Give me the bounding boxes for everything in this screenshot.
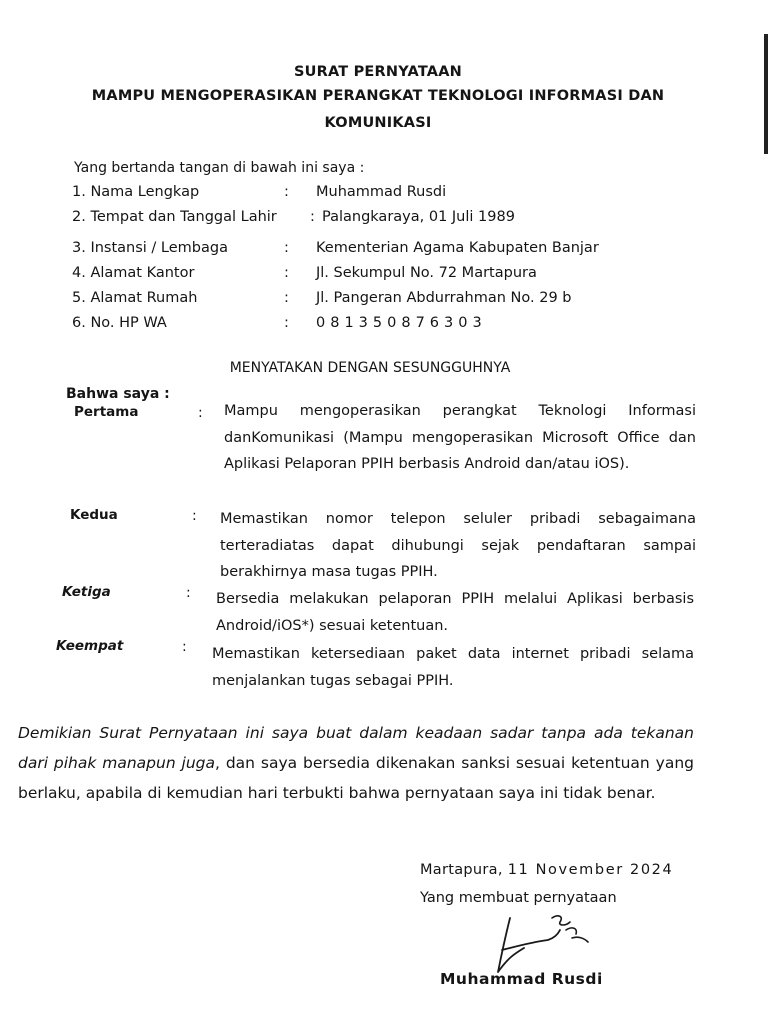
identity-label: 3. Instansi / Lembaga	[72, 240, 228, 256]
bahwa-label: Bahwa saya :	[66, 386, 170, 402]
identity-label: 2. Tempat dan Tanggal Lahir	[72, 209, 277, 225]
clause-label-first: Pertama	[74, 404, 139, 420]
identity-value: Palangkaraya, 01 Juli 1989	[322, 209, 515, 225]
identity-row-name	[72, 184, 712, 209]
closing-text: , dan saya bersedia dikenakan sanksi sesuai ketentuan yang berlaku, apabila di kemudian hari terbukti bahwa pernyataan saya ini tidak benar.	[18, 754, 694, 802]
identity-colon: :	[284, 265, 289, 281]
identity-colon: :	[284, 290, 289, 306]
scan-edge-mark	[764, 34, 768, 154]
identity-value: Kementerian Agama Kabupaten Banjar	[316, 240, 599, 256]
identity-value: Muhammad Rusdi	[316, 184, 447, 200]
clause-label-second: Kedua	[70, 507, 118, 523]
identity-colon: :	[310, 209, 315, 225]
closing-paragraph	[18, 718, 694, 808]
clause-colon: :	[198, 405, 203, 421]
identity-row-institution	[72, 240, 712, 265]
clause-label-fourth: Keempat	[56, 638, 124, 654]
signature-maker-label: Yang membuat pernyataan	[420, 890, 617, 906]
clause-colon: :	[182, 639, 187, 655]
clause-text-third: Bersedia melakukan pelaporan PPIH melalui Aplikasi berbasis Android/iOS*) sesuai ketentuan.	[216, 591, 694, 634]
identity-value: Jl. Sekumpul No. 72 Martapura	[316, 265, 537, 281]
identity-row-home-address	[72, 290, 712, 315]
identity-value: Jl. Pangeran Abdurrahman No. 29 b	[316, 290, 572, 306]
letter-title: SURAT PERNYATAAN	[293, 64, 462, 80]
identity-colon: :	[284, 184, 289, 200]
identity-row-phone	[72, 315, 712, 340]
clause-text-fourth: Memastikan ketersediaan paket data internet pribadi selama menjalankan tugas sebagai PPIH.	[212, 646, 694, 689]
clause-colon: :	[192, 508, 197, 524]
clause-text-second: Memastikan nomor telepon seluler pribadi sebagaimana terteradiatas dapat dihubungi sejak pendaftaran sampai berakhirnya masa tugas PPIH.	[220, 511, 696, 580]
clause-text-first: Mampu mengoperasikan perangkat Teknologi Informasi danKomunikasi (Mampu mengoperasikan Microsoft Office dan Aplikasi Pelaporan PPIH berbasis Android dan/atau iOS).	[224, 403, 696, 472]
identity-row-office-address	[72, 265, 712, 290]
signature-date: 11 November 2024	[507, 862, 674, 878]
signature-block	[420, 862, 720, 906]
identity-row-birth	[72, 209, 712, 234]
identity-label: 6. No. HP WA	[72, 315, 167, 331]
clause-colon: :	[186, 585, 191, 601]
identity-label: 1. Nama Lengkap	[72, 184, 200, 200]
identity-value: 081350876303	[316, 315, 487, 331]
intro-text: Yang bertanda tangan di bawah ini saya :	[74, 160, 365, 176]
signature-place: Martapura,	[420, 862, 503, 878]
identity-label: 4. Alamat Kantor	[72, 265, 195, 281]
clause-label-third: Ketiga	[62, 584, 111, 600]
place-date	[420, 862, 720, 878]
letter-subtitle-line-1: MAMPU MENGOPERASIKAN PERANGKAT TEKNOLOGI INFORMASI DAN	[91, 88, 665, 104]
signatory-name: Muhammad Rusdi	[440, 970, 603, 988]
identity-list	[72, 184, 712, 340]
letter-subtitle-line-2: KOMUNIKASI	[324, 115, 432, 131]
declaration-heading: MENYATAKAN DENGAN SESUNGGUHNYA	[229, 360, 511, 376]
identity-colon: :	[284, 240, 289, 256]
identity-colon: :	[284, 315, 289, 331]
identity-label: 5. Alamat Rumah	[72, 290, 198, 306]
closing-italic-text: Demikian Surat Pernyataan ini saya buat dalam keadaan sadar tanpa ada tekanan dari pihak manapun juga	[18, 724, 694, 772]
